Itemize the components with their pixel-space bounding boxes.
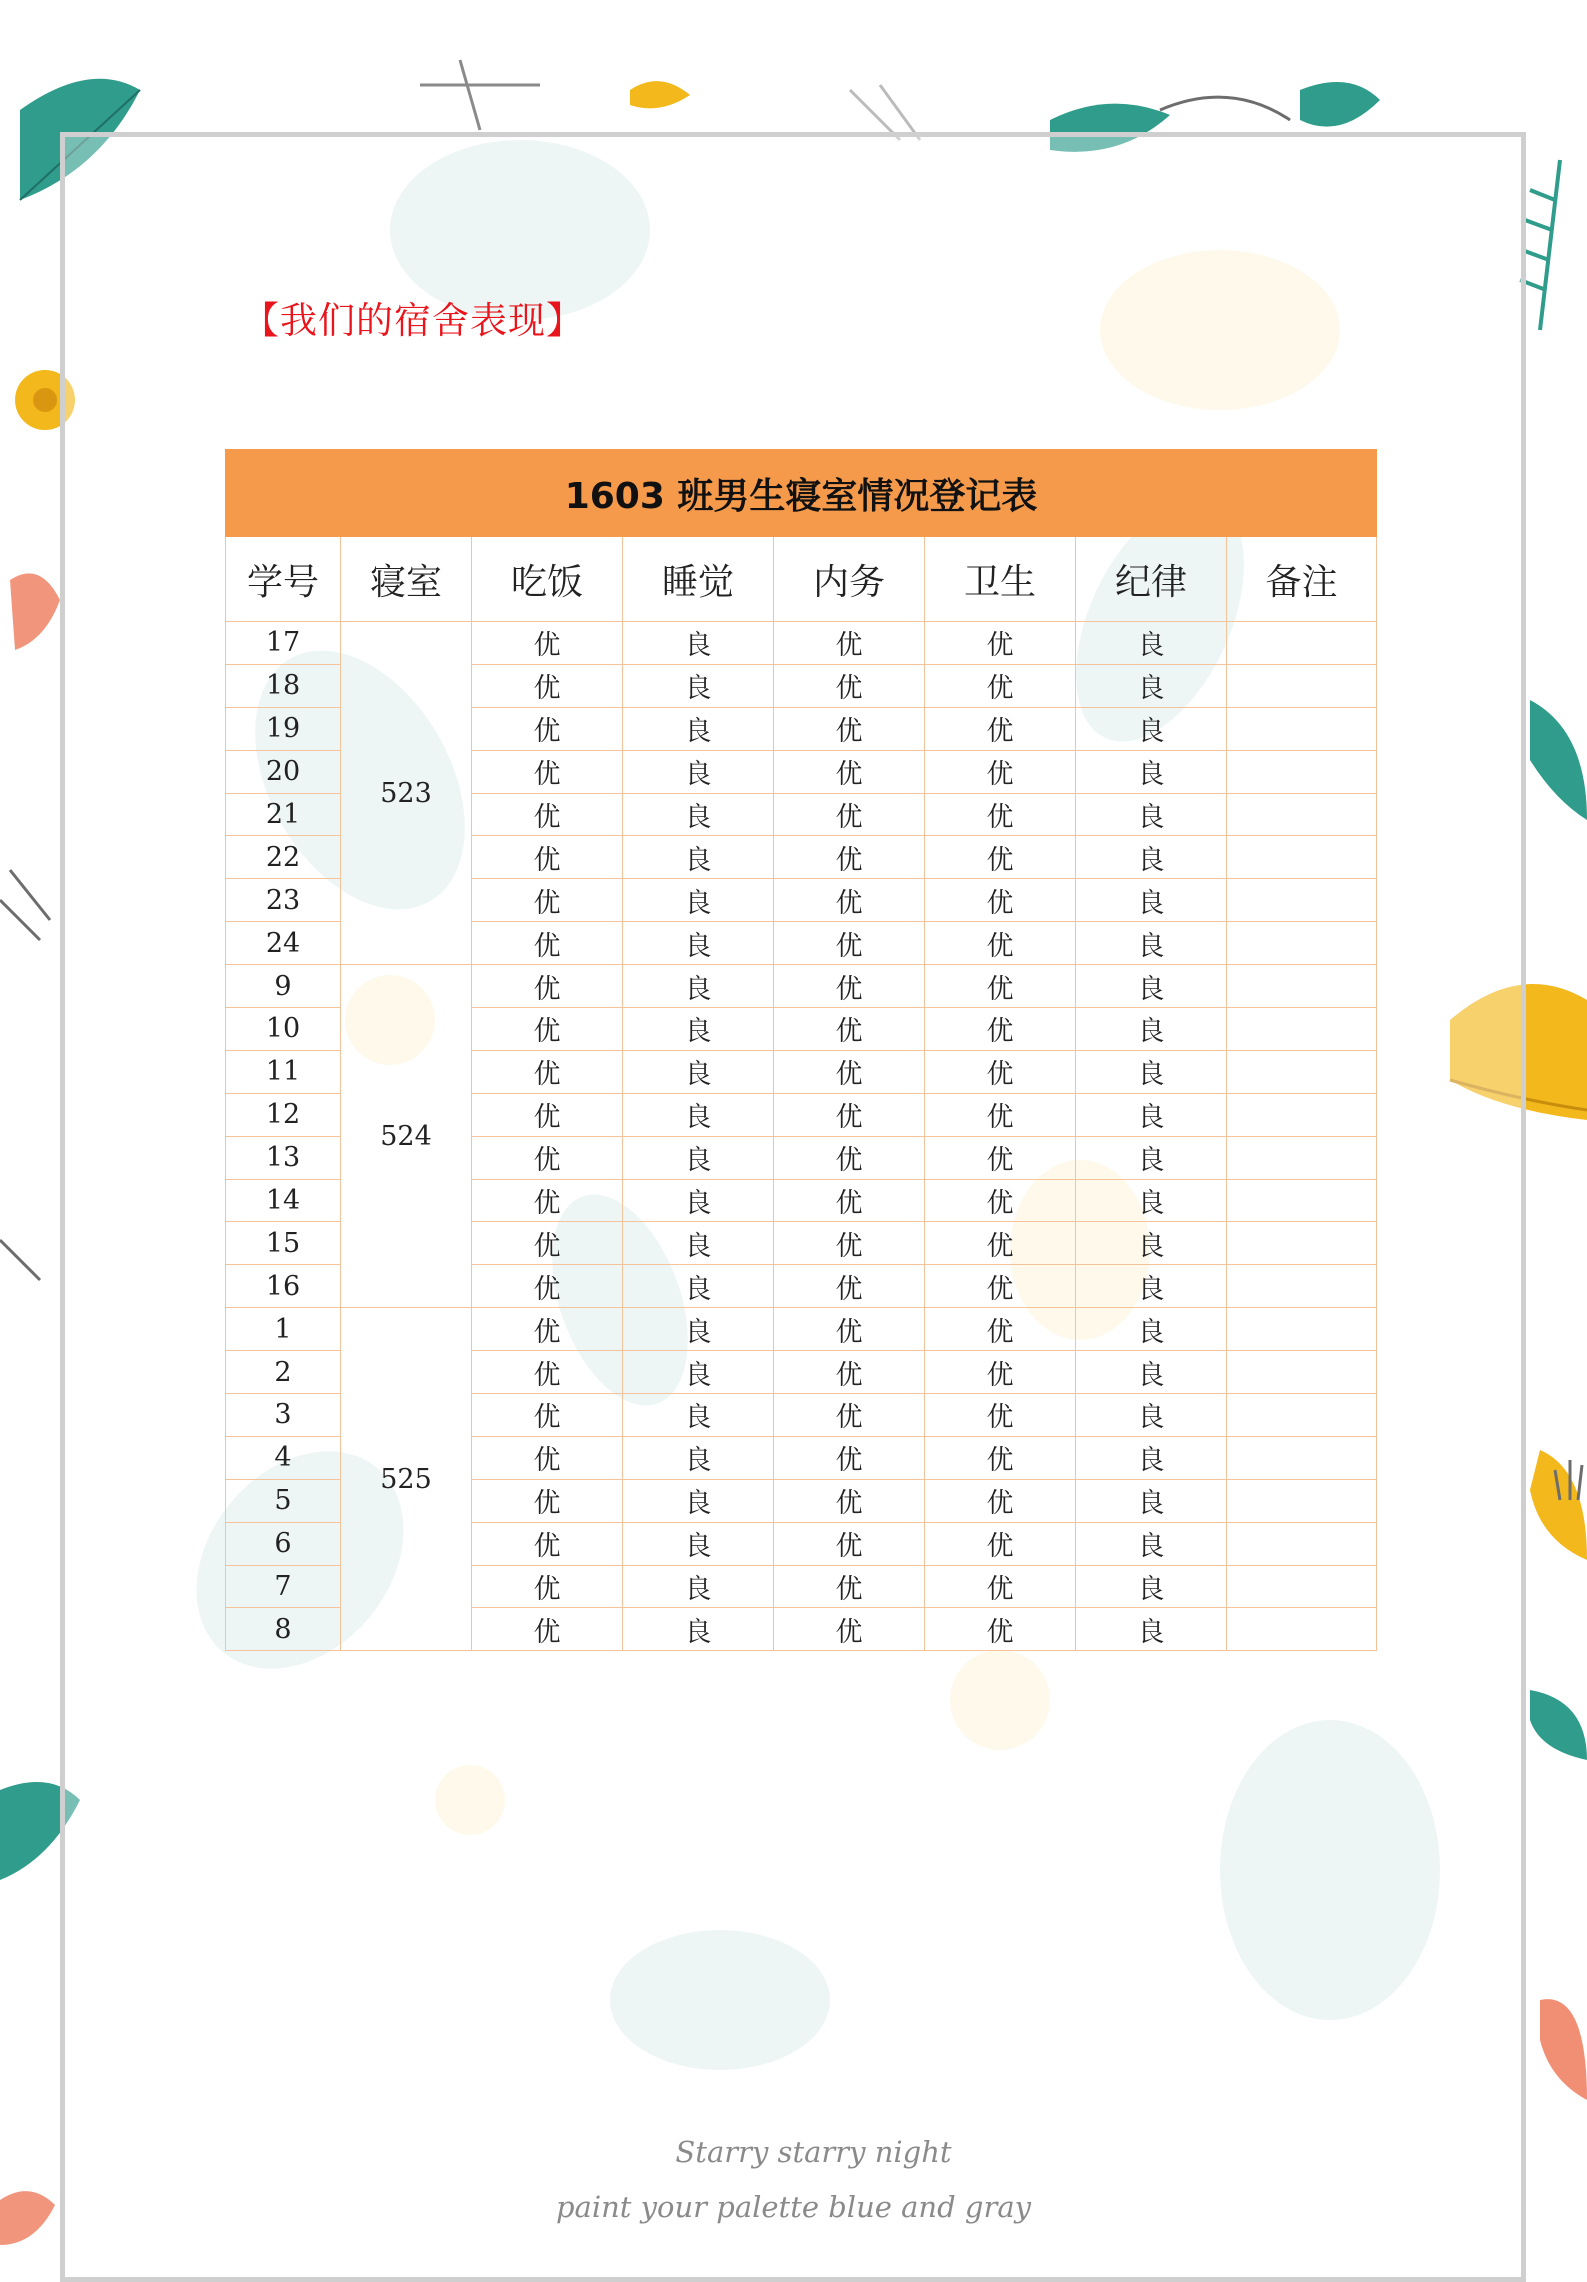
fern-icon	[1520, 160, 1560, 330]
discipline-cell: 良	[1076, 1222, 1227, 1265]
eat-cell: 优	[472, 793, 623, 836]
student-id-cell: 19	[226, 707, 341, 750]
hygiene-cell: 优	[925, 965, 1076, 1008]
table-row	[226, 1308, 1377, 1351]
eat-cell: 优	[472, 1093, 623, 1136]
sleep-cell: 良	[623, 1308, 774, 1351]
eat-cell: 优	[472, 1265, 623, 1308]
note-cell	[1227, 1008, 1377, 1051]
housework-cell: 优	[774, 1394, 925, 1437]
housework-cell: 优	[774, 1436, 925, 1479]
column-header: 卫生	[925, 537, 1076, 622]
housework-cell: 优	[774, 1522, 925, 1565]
discipline-cell: 良	[1076, 879, 1227, 922]
sleep-cell: 良	[623, 1351, 774, 1394]
housework-cell: 优	[774, 750, 925, 793]
student-id-cell: 12	[226, 1093, 341, 1136]
column-header: 备注	[1227, 537, 1377, 622]
discipline-cell: 良	[1076, 664, 1227, 707]
discipline-cell: 良	[1076, 1093, 1227, 1136]
table-row	[226, 965, 1377, 1008]
housework-cell: 优	[774, 1608, 925, 1651]
housework-cell: 优	[774, 1351, 925, 1394]
eat-cell: 优	[472, 1479, 623, 1522]
student-id-cell: 20	[226, 750, 341, 793]
eat-cell: 优	[472, 1308, 623, 1351]
sleep-cell: 良	[623, 1050, 774, 1093]
eat-cell: 优	[472, 1608, 623, 1651]
student-id-cell: 10	[226, 1008, 341, 1051]
discipline-cell: 良	[1076, 1179, 1227, 1222]
student-id-cell: 24	[226, 922, 341, 965]
housework-cell: 优	[774, 793, 925, 836]
eat-cell: 优	[472, 622, 623, 665]
student-id-cell: 23	[226, 879, 341, 922]
student-id-cell: 3	[226, 1394, 341, 1437]
student-id-cell: 17	[226, 622, 341, 665]
student-id-cell: 2	[226, 1351, 341, 1394]
note-cell	[1227, 1608, 1377, 1651]
discipline-cell: 良	[1076, 922, 1227, 965]
student-id-cell: 5	[226, 1479, 341, 1522]
discipline-cell: 良	[1076, 1608, 1227, 1651]
eat-cell: 优	[472, 1522, 623, 1565]
sleep-cell: 良	[623, 664, 774, 707]
footer-line-2: paint your palette blue and gray	[555, 2190, 1031, 2224]
sleep-cell: 良	[623, 1522, 774, 1565]
discipline-cell: 良	[1076, 1522, 1227, 1565]
discipline-cell: 良	[1076, 1351, 1227, 1394]
sleep-cell: 良	[623, 1436, 774, 1479]
note-cell	[1227, 793, 1377, 836]
eat-cell: 优	[472, 965, 623, 1008]
discipline-cell: 良	[1076, 793, 1227, 836]
note-cell	[1227, 922, 1377, 965]
hygiene-cell: 优	[925, 1608, 1076, 1651]
sleep-cell: 良	[623, 1265, 774, 1308]
eat-cell: 优	[472, 1394, 623, 1437]
housework-cell: 优	[774, 965, 925, 1008]
housework-cell: 优	[774, 1008, 925, 1051]
eat-cell: 优	[472, 1050, 623, 1093]
discipline-cell: 良	[1076, 1565, 1227, 1608]
eat-cell: 优	[472, 750, 623, 793]
sleep-cell: 良	[623, 1093, 774, 1136]
housework-cell: 优	[774, 1093, 925, 1136]
sleep-cell: 良	[623, 879, 774, 922]
student-id-cell: 15	[226, 1222, 341, 1265]
note-cell	[1227, 1222, 1377, 1265]
eat-cell: 优	[472, 1008, 623, 1051]
student-id-cell: 7	[226, 1565, 341, 1608]
student-id-cell: 8	[226, 1608, 341, 1651]
housework-cell: 优	[774, 1565, 925, 1608]
hygiene-cell: 优	[925, 1565, 1076, 1608]
housework-cell: 优	[774, 622, 925, 665]
hygiene-cell: 优	[925, 622, 1076, 665]
housework-cell: 优	[774, 1222, 925, 1265]
eat-cell: 优	[472, 1136, 623, 1179]
note-cell	[1227, 1479, 1377, 1522]
discipline-cell: 良	[1076, 1008, 1227, 1051]
student-id-cell: 14	[226, 1179, 341, 1222]
sleep-cell: 良	[623, 922, 774, 965]
note-cell	[1227, 1436, 1377, 1479]
table-header-row	[226, 537, 1377, 622]
housework-cell: 优	[774, 922, 925, 965]
note-cell	[1227, 836, 1377, 879]
footer-line-1: Starry starry night	[675, 2135, 952, 2169]
note-cell	[1227, 1050, 1377, 1093]
discipline-cell: 良	[1076, 836, 1227, 879]
room-cell: 524	[341, 965, 472, 1308]
dormitory-register-table	[225, 449, 1377, 1651]
hygiene-cell: 优	[925, 922, 1076, 965]
note-cell	[1227, 1565, 1377, 1608]
note-cell	[1227, 664, 1377, 707]
student-id-cell: 1	[226, 1308, 341, 1351]
eat-cell: 优	[472, 707, 623, 750]
discipline-cell: 良	[1076, 1136, 1227, 1179]
section-heading: 【我们的宿舍表现】	[242, 299, 584, 342]
eat-cell: 优	[472, 1222, 623, 1265]
hygiene-cell: 优	[925, 1265, 1076, 1308]
housework-cell: 优	[774, 1179, 925, 1222]
discipline-cell: 良	[1076, 1308, 1227, 1351]
note-cell	[1227, 622, 1377, 665]
note-cell	[1227, 879, 1377, 922]
eat-cell: 优	[472, 1179, 623, 1222]
room-cell: 523	[341, 622, 472, 965]
column-header: 吃饭	[472, 537, 623, 622]
hygiene-cell: 优	[925, 1093, 1076, 1136]
sleep-cell: 良	[623, 750, 774, 793]
note-cell	[1227, 1522, 1377, 1565]
table-title: 1603 班男生寝室情况登记表	[226, 450, 1377, 537]
sleep-cell: 良	[623, 1394, 774, 1437]
discipline-cell: 良	[1076, 1050, 1227, 1093]
sleep-cell: 良	[623, 1608, 774, 1651]
hygiene-cell: 优	[925, 1136, 1076, 1179]
housework-cell: 优	[774, 664, 925, 707]
housework-cell: 优	[774, 707, 925, 750]
sleep-cell: 良	[623, 793, 774, 836]
hygiene-cell: 优	[925, 836, 1076, 879]
discipline-cell: 良	[1076, 622, 1227, 665]
student-id-cell: 16	[226, 1265, 341, 1308]
housework-cell: 优	[774, 1479, 925, 1522]
hygiene-cell: 优	[925, 879, 1076, 922]
sleep-cell: 良	[623, 1179, 774, 1222]
discipline-cell: 良	[1076, 707, 1227, 750]
note-cell	[1227, 750, 1377, 793]
column-header: 睡觉	[623, 537, 774, 622]
note-cell	[1227, 1265, 1377, 1308]
student-id-cell: 6	[226, 1522, 341, 1565]
table-row	[226, 622, 1377, 665]
eat-cell: 优	[472, 1436, 623, 1479]
note-cell	[1227, 707, 1377, 750]
column-header: 寝室	[341, 537, 472, 622]
sleep-cell: 良	[623, 622, 774, 665]
student-id-cell: 11	[226, 1050, 341, 1093]
hygiene-cell: 优	[925, 1436, 1076, 1479]
hygiene-cell: 优	[925, 1179, 1076, 1222]
housework-cell: 优	[774, 1265, 925, 1308]
student-id-cell: 21	[226, 793, 341, 836]
housework-cell: 优	[774, 1136, 925, 1179]
note-cell	[1227, 1093, 1377, 1136]
eat-cell: 优	[472, 922, 623, 965]
note-cell	[1227, 1351, 1377, 1394]
hygiene-cell: 优	[925, 1351, 1076, 1394]
discipline-cell: 良	[1076, 1479, 1227, 1522]
eat-cell: 优	[472, 1565, 623, 1608]
housework-cell: 优	[774, 879, 925, 922]
student-id-cell: 13	[226, 1136, 341, 1179]
housework-cell: 优	[774, 1308, 925, 1351]
hygiene-cell: 优	[925, 1308, 1076, 1351]
discipline-cell: 良	[1076, 965, 1227, 1008]
hygiene-cell: 优	[925, 793, 1076, 836]
eat-cell: 优	[472, 1351, 623, 1394]
student-id-cell: 22	[226, 836, 341, 879]
sleep-cell: 良	[623, 1136, 774, 1179]
sleep-cell: 良	[623, 1008, 774, 1051]
eat-cell: 优	[472, 836, 623, 879]
student-id-cell: 9	[226, 965, 341, 1008]
column-header: 学号	[226, 537, 341, 622]
discipline-cell: 良	[1076, 1436, 1227, 1479]
housework-cell: 优	[774, 836, 925, 879]
student-id-cell: 18	[226, 664, 341, 707]
hygiene-cell: 优	[925, 750, 1076, 793]
sleep-cell: 良	[623, 965, 774, 1008]
eat-cell: 优	[472, 664, 623, 707]
housework-cell: 优	[774, 1050, 925, 1093]
sleep-cell: 良	[623, 1222, 774, 1265]
hygiene-cell: 优	[925, 1222, 1076, 1265]
discipline-cell: 良	[1076, 1394, 1227, 1437]
note-cell	[1227, 1179, 1377, 1222]
note-cell	[1227, 1136, 1377, 1179]
hygiene-cell: 优	[925, 664, 1076, 707]
discipline-cell: 良	[1076, 1265, 1227, 1308]
note-cell	[1227, 1308, 1377, 1351]
student-id-cell: 4	[226, 1436, 341, 1479]
hygiene-cell: 优	[925, 1008, 1076, 1051]
note-cell	[1227, 965, 1377, 1008]
sleep-cell: 良	[623, 836, 774, 879]
room-cell: 525	[341, 1308, 472, 1651]
sleep-cell: 良	[623, 1565, 774, 1608]
column-header: 内务	[774, 537, 925, 622]
hygiene-cell: 优	[925, 1050, 1076, 1093]
sleep-cell: 良	[623, 707, 774, 750]
eat-cell: 优	[472, 879, 623, 922]
hygiene-cell: 优	[925, 1394, 1076, 1437]
hygiene-cell: 优	[925, 1479, 1076, 1522]
discipline-cell: 良	[1076, 750, 1227, 793]
hygiene-cell: 优	[925, 1522, 1076, 1565]
hygiene-cell: 优	[925, 707, 1076, 750]
table-body	[226, 622, 1377, 1651]
column-header: 纪律	[1076, 537, 1227, 622]
note-cell	[1227, 1394, 1377, 1437]
sleep-cell: 良	[623, 1479, 774, 1522]
